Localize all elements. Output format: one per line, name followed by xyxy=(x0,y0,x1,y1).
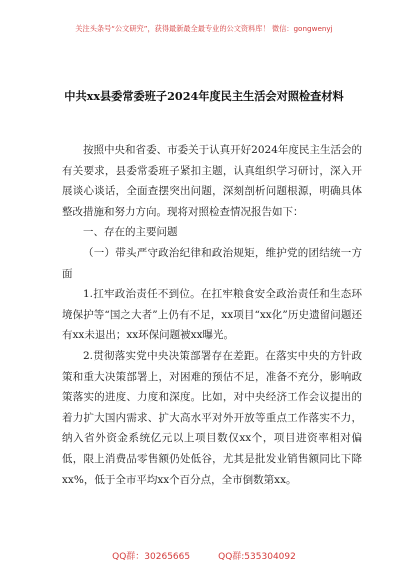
qq-footer xyxy=(0,549,408,562)
problem-paragraph-2: 2.贯彻落实党中央决策部署存在差距。在落实中央的方针政策和重大决策部署上，对困难的预估不足，准备不充分，影响政策落实的进度、力度和深度。比如，对中央经济工作会议提出的着力扩大国内需求、扩大高水平对外开放等重点工作落实不力，纳入省外资金系统亿元以上项目数仅xx个，项目进资率相对偏低，限上消费品零售额仍处低谷，尤其是批发业销售额同比下降xx%，低于全市平均xx个百分点，全市倒数第xx。 xyxy=(62,349,362,486)
qq-group-1: QQ群：30265665 xyxy=(112,552,191,562)
problem-paragraph-1: 1.扛牢政治责任不到位。在扛牢粮食安全政治责任和生态环境保护等“国之大者”上仍有不足，xx项目“xx化”历史遗留问题还有xx未退出；xx环保问题被xx曝光。 xyxy=(62,288,362,342)
promo-header: 关注头条号“公文研究”，获得最新最全最专业的公文资料库！ 微信：gongwenyj xyxy=(75,24,333,33)
intro-paragraph: 按照中央和省委、市委关于认真开好2024年度民主生活会的有关要求，县委常委班子紧扣主题，认真组织学习研讨，深入开展谈心谈话，全面查摆突出问题，深刻剖析问题根源，明确具体整改措施和努力方向。现将对照检查情况报告如下： xyxy=(62,144,362,218)
subsection-heading: （一）带头严守政治纪律和政治规矩，维护党的团结统一方面 xyxy=(62,246,362,280)
section-heading: 一、存在的主要问题 xyxy=(83,226,178,239)
document-body xyxy=(62,140,362,490)
document-title: 中共xx县委常委班子2024年度民主生活会对照检查材料 xyxy=(64,89,344,103)
qq-group-2: QQ群:535304092 xyxy=(218,552,296,562)
